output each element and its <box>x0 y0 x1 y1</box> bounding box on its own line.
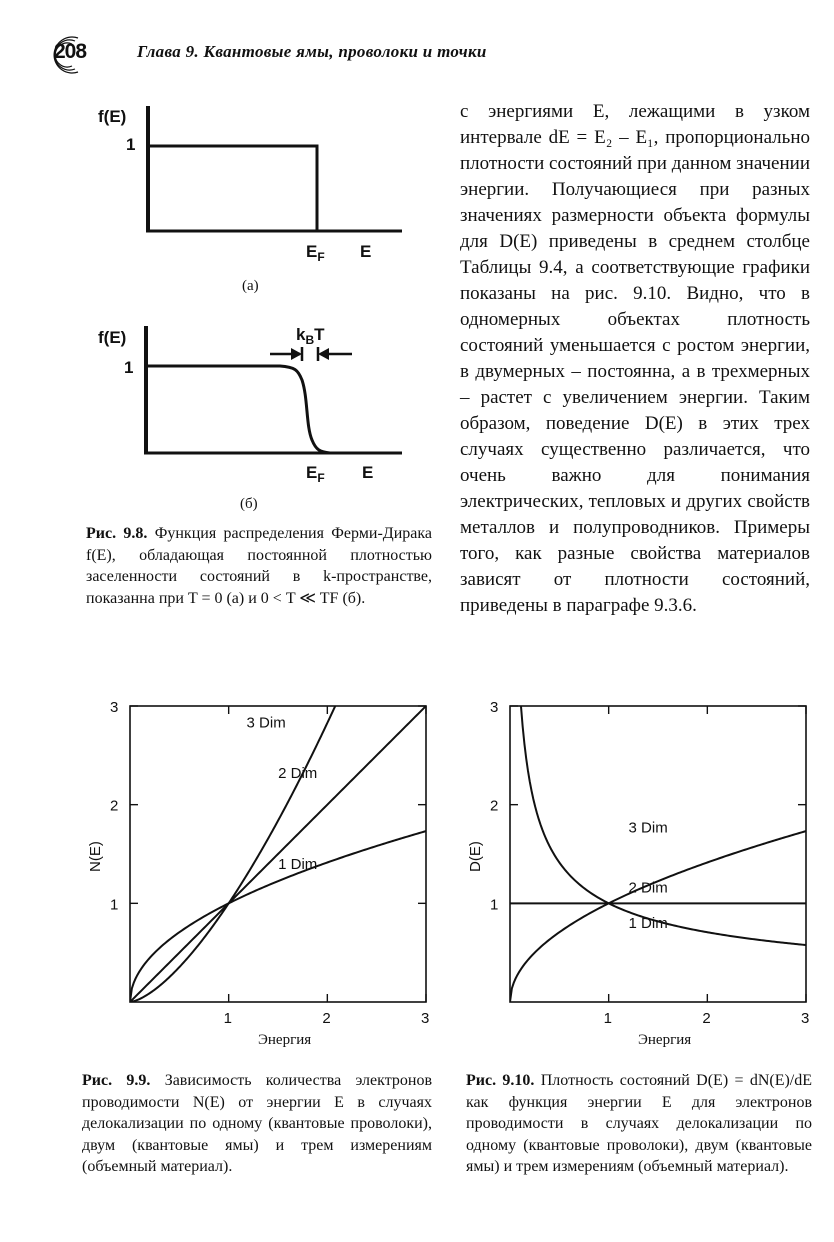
fig-9-9-caption <box>82 1070 432 1178</box>
fig98a-panel-label: (а) <box>242 278 259 294</box>
fig98b-y-label: f(E) <box>98 328 127 347</box>
fig-9-10-caption-text: Плотность состояний D(E) = dN(E)/dE как функция энергии E для электронов проводимости в случаях делокализации по одному (квантовые проволоки), двум (квантовые ямы) и трем измерениям (объемный материал). <box>466 1072 813 1175</box>
fig98a-y-label: f(E) <box>98 107 127 126</box>
fig98b-panel-label: (б) <box>240 496 258 512</box>
fig-9-10-caption <box>466 1070 812 1178</box>
x-tick-label: 1 <box>603 1010 613 1027</box>
fig-9-9-caption-label: Рис. 9.9. <box>82 1072 151 1089</box>
fig98b-y-tick: 1 <box>124 358 134 377</box>
body-paragraph-text: с энергиями E, лежащими в узком интервале dE = E₂ – E₁, пропорционально плотности состояний при данном значении энергии. Получающиеся при разных значениях размерности объекта формулы для D(E) приведены в среднем столбце Таблицы 9.4, а соответствующие графики показаны на рис. 9.10. Видно, что в одномерных объектах плотность состояний уменьшается с ростом энергии, в двумерных – постоянна, а в трехмерных – растет с увеличением энергии. Таким образом, поведение D(E) в этих трех случаях существенно различается, что очень важно для понимания электрических, тепловых и других свойств металлов и полупроводников. Примеры того, как разные свойства материалов зависят от плотности состояний, приведены в параграфе 9.3.6. <box>460 101 810 616</box>
y-tick-label: 3 <box>110 699 119 716</box>
fig98a-ef-label: $E_F$ <box>306 242 325 264</box>
x-axis-label: Энергия <box>638 1032 692 1048</box>
fig-9-8-caption-text: Функция распределения Ферми-Дирака f(E), обладающая постоянной плотностью заселенности состояний в k-пространстве, показанна при T = 0 (а) и 0 < T ≪ TF (б). <box>86 525 432 607</box>
y-axis-label: D(E) <box>467 841 484 872</box>
y-tick-label: 3 <box>490 699 499 716</box>
fig98b-e-label: E <box>362 463 374 482</box>
x-axis-label: Энергия <box>258 1032 312 1048</box>
x-tick-label: 3 <box>801 1010 810 1027</box>
y-tick-label: 2 <box>490 797 499 815</box>
series-label: 1 Dim <box>628 915 668 932</box>
fig-9-8-b <box>90 318 420 518</box>
y-tick-label: 1 <box>490 896 499 914</box>
series-line-3-dim <box>130 706 335 1002</box>
body-paragraph <box>460 99 810 619</box>
fig-9-8-caption <box>86 523 432 609</box>
fig-9-8-caption-label: Рис. 9.8. <box>86 525 148 542</box>
series-label: 2 Dim <box>628 879 668 897</box>
y-tick-label: 1 <box>110 896 119 914</box>
series-label: 1 Dim <box>278 855 318 873</box>
x-tick-label: 2 <box>702 1010 711 1027</box>
page-number: 208 <box>54 40 87 63</box>
y-axis-label: N(E) <box>87 841 104 872</box>
fig98a-y-tick: 1 <box>126 135 136 154</box>
fig-9-9-caption-text: Зависимость количества электронов проводимости N(E) от энергии E в случаях делокализации по одному (квантовые проволоки), двум (квантовые ямы) и трем измерениям (объемный материал). <box>82 1072 432 1175</box>
fig-9-8-a <box>90 100 420 300</box>
series-line-2-dim <box>130 706 426 1002</box>
fig98a-e-label: E <box>360 242 372 261</box>
fig-9-10-chart <box>462 692 822 1054</box>
series-label: 2 Dim <box>278 765 318 783</box>
y-tick-label: 2 <box>110 797 119 815</box>
x-tick-label: 2 <box>322 1010 331 1027</box>
fig-9-10-caption-label: Рис. 9.10. <box>466 1072 535 1089</box>
fig98b-kbt-label: $k_BT$ <box>296 325 325 347</box>
x-tick-label: 3 <box>421 1010 430 1027</box>
series-label: 3 Dim <box>628 819 668 837</box>
chapter-title: Глава 9. Квантовые ямы, проволоки и точки <box>137 42 487 61</box>
fig-9-9-chart <box>82 692 442 1054</box>
x-tick-label: 1 <box>223 1010 233 1027</box>
fig98b-ef-label: $E_F$ <box>306 463 325 485</box>
series-label: 3 Dim <box>246 714 286 732</box>
